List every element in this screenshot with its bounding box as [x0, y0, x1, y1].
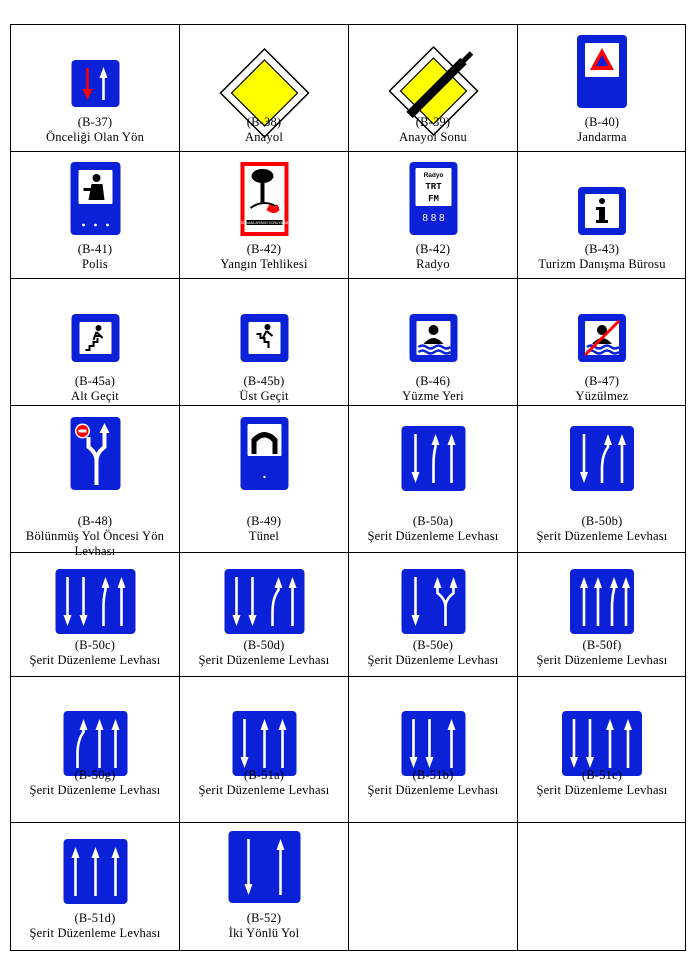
sign-cell: [349, 553, 518, 677]
sign-caption: [349, 638, 517, 668]
sign-cell: [180, 553, 349, 677]
lane-arrangement-icon: [11, 677, 180, 823]
sign-caption: [180, 514, 348, 544]
sign-code: (B-50a): [412, 514, 454, 528]
sign-caption: [180, 638, 348, 668]
sign-cell: [11, 553, 180, 677]
sign-caption: [518, 242, 686, 272]
sign-cell: [349, 25, 518, 152]
sign-code: (B-51c): [581, 768, 623, 782]
radio-sign-band: FM: [428, 194, 439, 204]
sign-name: Bölünmüş Yol Öncesi Yön Levhası: [25, 529, 165, 558]
sign-name: Şerit Düzenleme Levhası: [536, 783, 668, 797]
sign-name: Anayol Sonu: [399, 130, 467, 144]
sign-name: Polis: [81, 257, 108, 271]
sign-name: Şerit Düzenleme Levhası: [29, 783, 161, 797]
sign-cell: [518, 677, 686, 823]
sign-name: Şerit Düzenleme Levhası: [198, 653, 330, 667]
sign-name: Şerit Düzenleme Levhası: [536, 653, 668, 667]
radio-sign-frequency: 8 8 8: [422, 213, 445, 224]
sign-code: (B-37): [77, 115, 113, 129]
sign-code: (B-48): [77, 514, 113, 528]
sign-cell: [11, 279, 180, 406]
sign-cell: [518, 152, 686, 279]
sign-code: (B-50e): [412, 638, 454, 652]
radio-sign-label: Radyo: [423, 172, 444, 179]
lane-arrangement-icon: [349, 677, 518, 823]
sign-code: (B-50c): [74, 638, 116, 652]
sign-code: (B-50d): [243, 638, 285, 652]
sign-name: Şerit Düzenleme Levhası: [536, 529, 668, 543]
sign-caption: [11, 115, 179, 145]
sign-cell: [349, 152, 518, 279]
sign-name: Yüzülmez: [575, 389, 629, 403]
sign-caption: [349, 768, 517, 798]
sign-code: (B-42): [415, 242, 451, 256]
sign-caption: [180, 911, 348, 941]
sign-code: (B-40): [584, 115, 620, 129]
sign-caption: [11, 242, 179, 272]
empty-cell: [349, 823, 518, 951]
sign-name: Önceliği Olan Yön: [45, 130, 145, 144]
sign-code: (B-50b): [581, 514, 623, 528]
sign-caption: [518, 638, 686, 668]
sign-caption: [180, 242, 348, 272]
sign-name: Şerit Düzenleme Levhası: [367, 529, 499, 543]
sign-cell: [11, 25, 180, 152]
sign-name: Üst Geçit: [239, 389, 289, 403]
sign-cell: [180, 823, 349, 951]
sign-code: (B-41): [77, 242, 113, 256]
sign-cell: [180, 677, 349, 823]
sign-name: Anayol: [245, 130, 283, 144]
sign-caption: [180, 374, 348, 404]
sign-cell: [11, 406, 180, 558]
radio-sign-station: TRT: [425, 182, 442, 192]
sign-caption: [349, 242, 517, 272]
sign-code: (B-43): [584, 242, 620, 256]
sign-caption: [11, 638, 179, 668]
sign-cell: [11, 677, 180, 823]
sign-caption: [349, 115, 517, 145]
sign-name: İki Yönlü Yol: [228, 926, 300, 940]
sign-code: (B-49): [246, 514, 282, 528]
fire-sign-text: ORMANLARIMIZI KORUYALIM: [240, 221, 289, 225]
sign-name: Yangın Tehlikesi: [220, 257, 308, 271]
sign-cell: [180, 152, 349, 279]
sign-caption: [518, 115, 686, 145]
sign-cell: [518, 25, 686, 152]
sign-caption: [180, 115, 348, 145]
sign-name: Jandarma: [577, 130, 627, 144]
sign-caption: [518, 768, 686, 798]
sign-code: (B-45b): [243, 374, 285, 388]
sign-code: (B-52): [246, 911, 282, 925]
sign-cell: [518, 553, 686, 677]
sign-name: Şerit Düzenleme Levhası: [367, 653, 499, 667]
sign-name: Radyo: [416, 257, 450, 271]
sign-code: (B-38): [246, 115, 282, 129]
sign-caption: [349, 514, 517, 544]
sign-cell: [349, 406, 518, 553]
sign-cell: [11, 823, 180, 951]
sign-name: Alt Geçit: [71, 389, 119, 403]
sign-code: (B-45a): [74, 374, 116, 388]
empty-cell: [518, 823, 686, 951]
sign-code: (B-51a): [243, 768, 285, 782]
sign-caption: [180, 768, 348, 798]
sign-caption: [349, 374, 517, 404]
sign-cell: [518, 406, 686, 553]
sign-name: Şerit Düzenleme Levhası: [367, 783, 499, 797]
sign-caption: [11, 768, 179, 798]
lane-arrangement-icon: [180, 677, 349, 823]
sign-code: (B-47): [584, 374, 620, 388]
sign-code: (B-51d): [74, 911, 116, 925]
sign-name: Şerit Düzenleme Levhası: [29, 926, 161, 940]
sign-name: Tünel: [248, 529, 280, 543]
sign-name: Turizm Danışma Bürosu: [538, 257, 666, 271]
sign-code: (B-50f): [582, 638, 622, 652]
sign-name: Şerit Düzenleme Levhası: [29, 653, 161, 667]
sign-cell: [349, 279, 518, 406]
sign-cell: [180, 25, 349, 152]
sign-caption: [518, 374, 686, 404]
sign-code: (B-46): [415, 374, 451, 388]
sign-cell: [180, 279, 349, 406]
sign-cell: [518, 279, 686, 406]
sign-caption: [518, 514, 686, 544]
sign-code: (B-50g): [74, 768, 116, 782]
sign-caption: [11, 374, 179, 404]
sign-cell: [349, 677, 518, 823]
lane-arrangement-icon: [518, 677, 686, 823]
sign-code: (B-39): [415, 115, 451, 129]
sign-caption: [11, 911, 179, 941]
sign-code: (B-51b): [412, 768, 454, 782]
sign-table: [10, 24, 686, 951]
sign-cell: [11, 152, 180, 279]
sign-code: (B-42): [246, 242, 282, 256]
sign-name: Yüzme Yeri: [402, 389, 464, 403]
sign-name: Şerit Düzenleme Levhası: [198, 783, 330, 797]
sign-cell: [180, 406, 349, 553]
